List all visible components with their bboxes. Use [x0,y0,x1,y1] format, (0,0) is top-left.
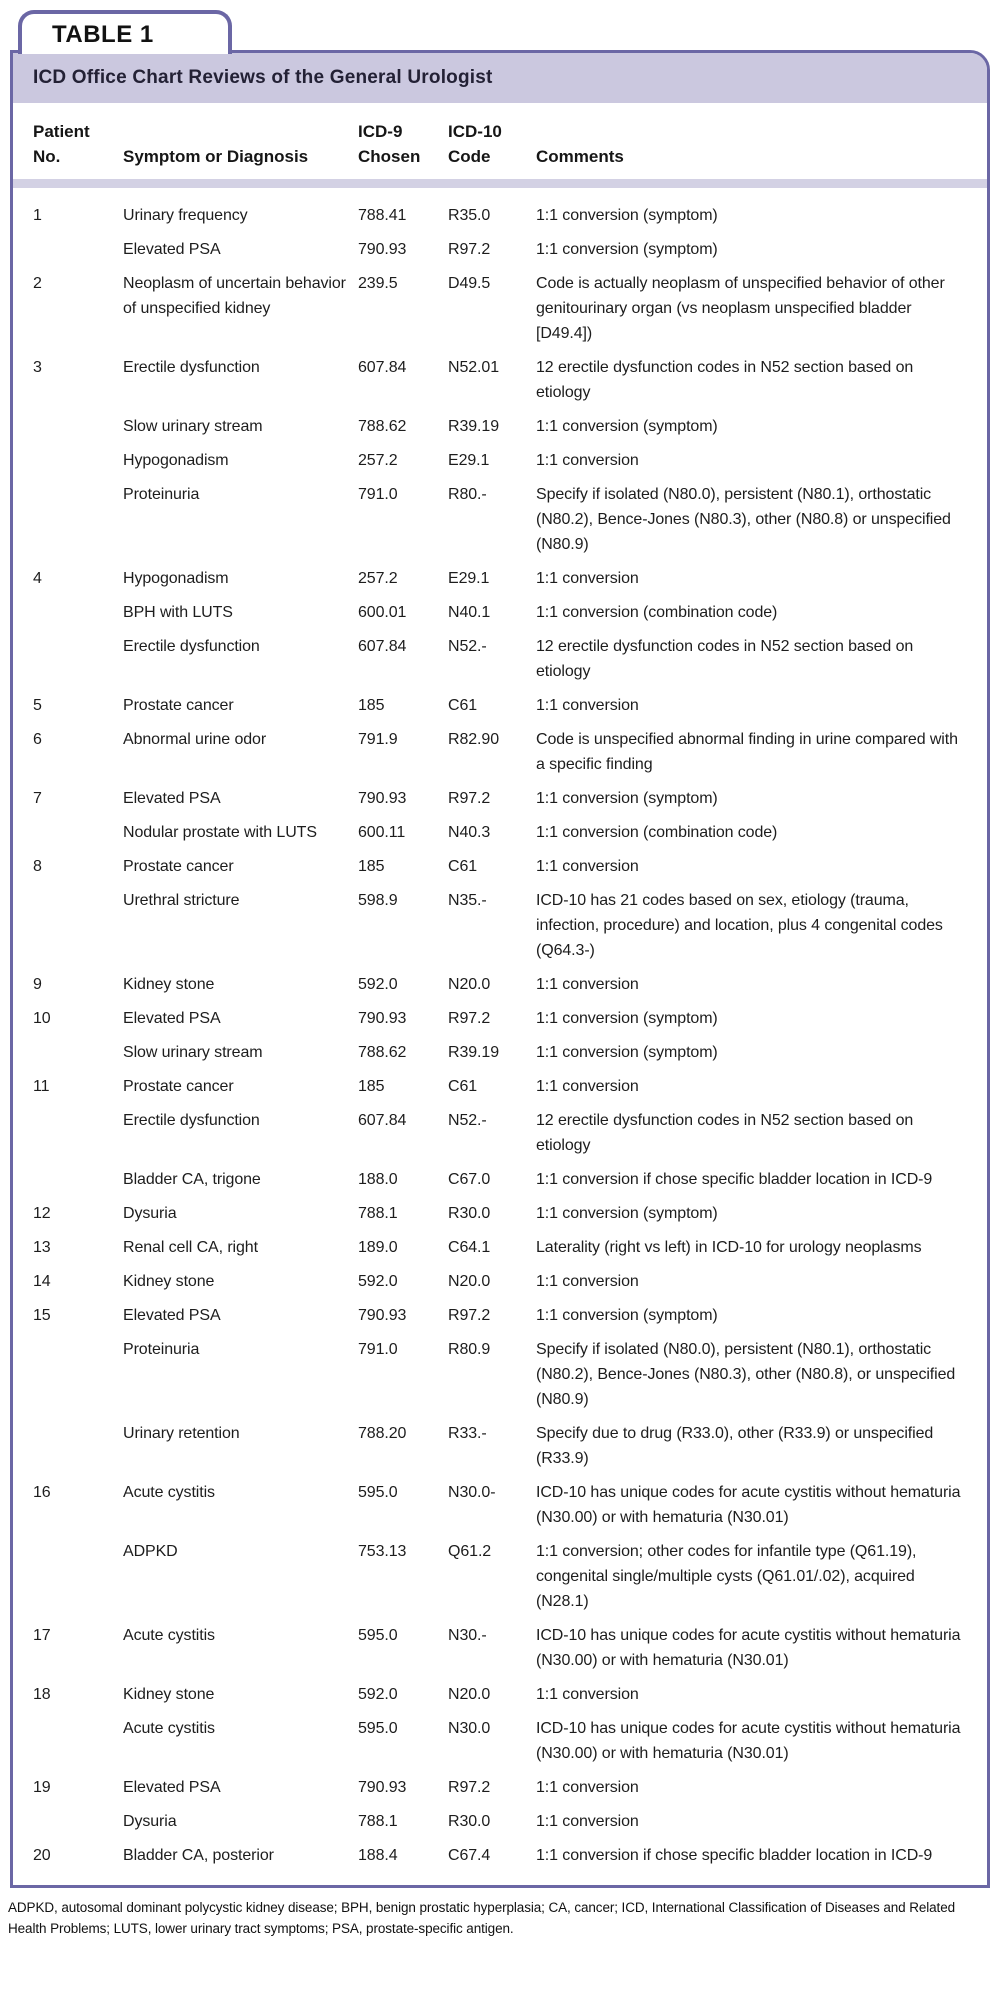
icd9-chosen-cell: 257.2 [358,570,398,587]
symptom-or-diagnosis-cell: Proteinuria [123,1341,200,1358]
comments-cell: ICD-10 has unique codes for acute cystitis without hematuria (N30.00) or with hematuria (N30.01) [536,1720,961,1762]
icd10-code-cell: N20.0 [448,1686,491,1703]
header-separator-strip [13,179,987,188]
icd9-chosen-cell: 788.62 [358,418,407,435]
comments-cell: 1:1 conversion if chose specific bladder location in ICD-9 [536,1171,933,1188]
comments-cell: 1:1 conversion (symptom) [536,790,718,807]
symptom-or-diagnosis-cell: Proteinuria [123,486,200,503]
comments-cell: Code is unspecified abnormal finding in urine compared with a specific finding [536,731,958,773]
table-row [13,1716,987,1766]
table-row [13,1775,987,1800]
icd9-chosen-cell: 790.93 [358,790,407,807]
symptom-or-diagnosis-cell: Erectile dysfunction [123,359,260,376]
patient-number-cell: 5 [33,697,42,714]
icd9-chosen-cell: 790.93 [358,1307,407,1324]
symptom-or-diagnosis-cell: Prostate cancer [123,697,234,714]
patient-number-cell [33,634,123,684]
patient-number-cell: 16 [33,1484,51,1501]
icd9-chosen-cell: 791.0 [358,486,398,503]
comments-cell: 1:1 conversion [536,1273,639,1290]
table-row [13,482,987,557]
icd10-code-cell: R97.2 [448,790,491,807]
table-row [13,1040,987,1065]
symptom-or-diagnosis-cell: Abnormal urine odor [123,731,267,748]
patient-number-cell: 15 [33,1307,51,1324]
symptom-or-diagnosis-cell: Renal cell CA, right [123,1239,258,1256]
symptom-or-diagnosis-cell: Urinary retention [123,1425,240,1442]
patient-number-cell [33,1809,123,1834]
comments-cell: Specify if isolated (N80.0), persistent (N80.1), orthostatic (N80.2), Bence-Jones (N80.3), other (N80.8) or unspecified (N80.9) [536,486,951,553]
icd10-code-cell: R97.2 [448,241,491,258]
comments-cell: 1:1 conversion [536,976,639,993]
comments-cell: 1:1 conversion [536,1078,639,1095]
comments-cell: 1:1 conversion if chose specific bladder location in ICD-9 [536,1847,933,1864]
comments-cell: Code is actually neoplasm of unspecified behavior of other genitourinary organ (vs neoplasm unspecified bladder [D49.4]) [536,275,945,342]
patient-number-cell: 11 [33,1078,50,1095]
symptom-or-diagnosis-cell: Slow urinary stream [123,1044,263,1061]
icd10-code-cell: N40.3 [448,824,491,841]
symptom-or-diagnosis-cell: Acute cystitis [123,1720,215,1737]
patient-number-cell: 7 [33,790,42,807]
symptom-or-diagnosis-cell: Hypogonadism [123,452,229,469]
table-title-bar [13,53,987,103]
icd9-chosen-cell: 788.1 [358,1205,398,1222]
table-row [13,1843,987,1868]
table-row [13,1074,987,1099]
patient-number-cell [33,1421,123,1471]
symptom-or-diagnosis-cell: Prostate cancer [123,1078,234,1095]
icd10-code-cell: E29.1 [448,452,490,469]
patient-number-cell: 18 [33,1686,51,1703]
header-icd9-chosen [358,119,448,169]
symptom-or-diagnosis-cell: ADPKD [123,1543,178,1560]
icd9-chosen-cell: 788.1 [358,1813,398,1830]
symptom-or-diagnosis-cell: Kidney stone [123,976,215,993]
comments-cell: 1:1 conversion [536,452,639,469]
header-icd10-line2: Code [448,147,491,166]
table-number-tab [18,10,232,54]
table-row [13,355,987,405]
table-footnote: ADPKD, autosomal dominant polycystic kidney disease; BPH, benign prostatic hyperplasia; CA, cancer; ICD, International Classification of Diseases and Related Health Problems; LUTS, lower urinary tract symptoms; PSA, prostate-specific antigen. [8,1900,956,1936]
patient-number-cell: 8 [33,858,42,875]
symptom-or-diagnosis-cell: Urethral stricture [123,892,240,909]
patient-number-cell [33,1337,123,1412]
table-row [13,1201,987,1226]
icd9-chosen-cell: 185 [358,1078,385,1095]
symptom-or-diagnosis-cell: Bladder CA, trigone [123,1171,261,1188]
table-row [13,786,987,811]
header-icd9-line2: Chosen [358,147,421,166]
patient-number-cell: 19 [33,1779,51,1796]
patient-number-cell [33,888,123,963]
icd9-chosen-cell: 790.93 [358,1010,407,1027]
patient-number-cell [33,1716,123,1766]
comments-cell: 1:1 conversion (symptom) [536,1010,718,1027]
comments-cell: Specify if isolated (N80.0), persistent (N80.1), orthostatic (N80.2), Bence-Jones (N80.3), other (N80.8), or unspecified (N80.9) [536,1341,956,1408]
table-body [13,188,987,1885]
icd9-chosen-cell: 598.9 [358,892,398,909]
symptom-or-diagnosis-cell: Dysuria [123,1813,177,1830]
table-row [13,237,987,262]
header-comments-label: Comments [536,147,624,166]
symptom-or-diagnosis-cell: Erectile dysfunction [123,638,260,655]
comments-cell: 1:1 conversion [536,570,639,587]
comments-cell: 1:1 conversion (symptom) [536,207,718,224]
icd10-code-cell: N40.1 [448,604,491,621]
icd9-chosen-cell: 595.0 [358,1627,398,1644]
icd9-chosen-cell: 188.0 [358,1171,398,1188]
table-row [13,1269,987,1294]
patient-number-cell: 12 [33,1205,51,1222]
patient-number-cell: 6 [33,731,42,748]
patient-number-cell: 3 [33,359,42,376]
symptom-or-diagnosis-cell: Elevated PSA [123,241,221,258]
icd10-code-cell: C64.1 [448,1239,491,1256]
icd9-chosen-cell: 790.93 [358,241,407,258]
symptom-or-diagnosis-cell: Kidney stone [123,1273,215,1290]
symptom-or-diagnosis-cell: Erectile dysfunction [123,1112,260,1129]
symptom-or-diagnosis-cell: Elevated PSA [123,1307,221,1324]
table-title: ICD Office Chart Reviews of the General Urologist [33,67,493,88]
patient-number-cell [33,1108,123,1158]
comments-cell: 12 erectile dysfunction codes in N52 section based on etiology [536,359,914,401]
comments-cell: Specify due to drug (R33.0), other (R33.9) or unspecified (R33.9) [536,1425,934,1467]
header-patient-no [33,119,123,169]
icd10-code-cell: R80.9 [448,1341,491,1358]
icd9-chosen-cell: 185 [358,697,385,714]
symptom-or-diagnosis-cell: Prostate cancer [123,858,234,875]
patient-number-cell: 9 [33,976,42,993]
table-row [13,972,987,997]
icd9-chosen-cell: 595.0 [358,1484,398,1501]
comments-cell: 1:1 conversion (combination code) [536,824,778,841]
symptom-or-diagnosis-cell: Slow urinary stream [123,418,263,435]
icd9-chosen-cell: 607.84 [358,359,407,376]
table-row [13,1809,987,1834]
icd9-chosen-cell: 592.0 [358,1686,398,1703]
icd10-code-cell: N52.- [448,1112,487,1129]
patient-number-cell [33,820,123,845]
patient-number-cell [33,482,123,557]
header-comments [536,144,969,169]
comments-cell: ICD-10 has 21 codes based on sex, etiology (trauma, infection, procedure) and location, plus 4 congenital codes (Q64.3-) [536,892,943,959]
table-row [13,634,987,684]
header-symptom-label: Symptom or Diagnosis [123,147,309,166]
patient-number-cell: 10 [33,1010,51,1027]
table-row [13,1480,987,1530]
comments-cell: 1:1 conversion (symptom) [536,1044,718,1061]
table-number-label: TABLE 1 [52,21,154,48]
icd10-code-cell: N30.0- [448,1484,496,1501]
symptom-or-diagnosis-cell: Nodular prostate with LUTS [123,824,317,841]
table-row [13,1623,987,1673]
symptom-or-diagnosis-cell: Urinary frequency [123,207,248,224]
patient-number-cell: 20 [33,1847,51,1864]
table-row [13,1539,987,1614]
icd9-chosen-cell: 791.0 [358,1341,398,1358]
table-row [13,203,987,228]
table-row [13,820,987,845]
comments-cell: 12 erectile dysfunction codes in N52 section based on etiology [536,638,914,680]
icd10-code-cell: C67.4 [448,1847,491,1864]
icd10-code-cell: D49.5 [448,275,491,292]
header-icd10-code [448,119,536,169]
comments-cell: ICD-10 has unique codes for acute cystitis without hematuria (N30.00) or with hematuria (N30.01) [536,1627,961,1669]
icd9-chosen-cell: 592.0 [358,1273,398,1290]
symptom-or-diagnosis-cell: Elevated PSA [123,790,221,807]
icd10-code-cell: N20.0 [448,1273,491,1290]
comments-cell: 1:1 conversion (symptom) [536,1205,718,1222]
patient-number-cell: 1 [33,207,42,224]
comments-cell: 1:1 conversion [536,697,639,714]
table-row [13,1682,987,1707]
icd10-code-cell: N35.- [448,892,487,909]
table-row [13,566,987,591]
icd10-code-cell: N52.- [448,638,487,655]
icd9-chosen-cell: 790.93 [358,1779,407,1796]
icd9-chosen-cell: 239.5 [358,275,398,292]
icd10-code-cell: N30.- [448,1627,487,1644]
table-row [13,448,987,473]
patient-number-cell: 2 [33,275,42,292]
icd9-chosen-cell: 607.84 [358,1112,407,1129]
comments-cell: 1:1 conversion; other codes for infantile type (Q61.19), congenital single/multiple cysts (Q61.01/.02), acquired (N28.1) [536,1543,917,1610]
symptom-or-diagnosis-cell: Bladder CA, posterior [123,1847,274,1864]
symptom-or-diagnosis-cell: Acute cystitis [123,1627,215,1644]
table-row [13,1108,987,1158]
icd10-code-cell: Q61.2 [448,1543,492,1560]
header-icd10-line1: ICD-10 [448,122,502,141]
table-row [13,1337,987,1412]
icd9-chosen-cell: 753.13 [358,1543,407,1560]
icd9-chosen-cell: 788.62 [358,1044,407,1061]
icd10-code-cell: R30.0 [448,1813,491,1830]
table-row [13,414,987,439]
comments-cell: Laterality (right vs left) in ICD-10 for urology neoplasms [536,1239,922,1256]
icd10-code-cell: C61 [448,858,478,875]
icd10-code-cell: R97.2 [448,1010,491,1027]
comments-cell: 1:1 conversion (symptom) [536,241,718,258]
icd10-code-cell: N52.01 [448,359,499,376]
icd10-code-cell: C67.0 [448,1171,491,1188]
table-row [13,1421,987,1471]
comments-cell: 1:1 conversion (combination code) [536,604,778,621]
table-row [13,1167,987,1192]
icd10-code-cell: R97.2 [448,1779,491,1796]
table-row [13,888,987,963]
patient-number-cell [33,600,123,625]
icd9-chosen-cell: 788.41 [358,207,407,224]
icd9-chosen-cell: 257.2 [358,452,398,469]
icd10-code-cell: R30.0 [448,1205,491,1222]
patient-number-cell: 4 [33,570,42,587]
table-row [13,1006,987,1031]
table-row [13,1303,987,1328]
icd10-code-cell: E29.1 [448,570,490,587]
patient-number-cell [33,1539,123,1614]
header-symptom-or-diagnosis [123,144,358,169]
icd9-chosen-cell: 788.20 [358,1425,407,1442]
icd10-code-cell: R82.90 [448,731,499,748]
icd10-code-cell: R97.2 [448,1307,491,1324]
table-row [13,727,987,777]
icd9-chosen-cell: 600.11 [358,824,406,841]
comments-cell: 1:1 conversion [536,1686,639,1703]
icd9-chosen-cell: 592.0 [358,976,398,993]
icd10-code-cell: N20.0 [448,976,491,993]
patient-number-cell [33,1040,123,1065]
table-row [13,271,987,346]
patient-number-cell: 14 [33,1273,51,1290]
symptom-or-diagnosis-cell: Elevated PSA [123,1010,221,1027]
symptom-or-diagnosis-cell: Acute cystitis [123,1484,215,1501]
patient-number-cell: 13 [33,1239,51,1256]
header-patient-line1: Patient [33,122,90,141]
symptom-or-diagnosis-cell: Hypogonadism [123,570,229,587]
comments-cell: 1:1 conversion [536,1813,639,1830]
table-row [13,693,987,718]
icd9-chosen-cell: 188.4 [358,1847,398,1864]
icd10-code-cell: C61 [448,697,478,714]
header-patient-line2: No. [33,147,61,166]
table-row [13,600,987,625]
table-row [13,854,987,879]
comments-cell: 12 erectile dysfunction codes in N52 section based on etiology [536,1112,914,1154]
icd10-code-cell: R33.- [448,1425,487,1442]
icd9-chosen-cell: 791.9 [358,731,398,748]
table-row [13,1235,987,1260]
icd10-code-cell: C61 [448,1078,478,1095]
comments-cell: 1:1 conversion (symptom) [536,418,718,435]
icd10-code-cell: R35.0 [448,207,491,224]
icd9-chosen-cell: 189.0 [358,1239,398,1256]
icd9-chosen-cell: 607.84 [358,638,407,655]
icd10-code-cell: N30.0 [448,1720,491,1737]
icd10-code-cell: R80.- [448,486,487,503]
patient-number-cell: 17 [33,1627,51,1644]
symptom-or-diagnosis-cell: Kidney stone [123,1686,215,1703]
table-box [10,50,990,1888]
header-icd9-line1: ICD-9 [358,122,403,141]
icd9-chosen-cell: 600.01 [358,604,407,621]
comments-cell: 1:1 conversion (symptom) [536,1307,718,1324]
icd9-chosen-cell: 595.0 [358,1720,398,1737]
symptom-or-diagnosis-cell: BPH with LUTS [123,604,233,621]
patient-number-cell [33,1167,123,1192]
comments-cell: 1:1 conversion [536,1779,639,1796]
icd10-code-cell: R39.19 [448,1044,499,1061]
icd9-chosen-cell: 185 [358,858,385,875]
symptom-or-diagnosis-cell: Neoplasm of uncertain behavior of unspecified kidney [123,275,346,317]
icd10-code-cell: R39.19 [448,418,499,435]
comments-cell: ICD-10 has unique codes for acute cystitis without hematuria (N30.00) or with hematuria (N30.01) [536,1484,961,1526]
patient-number-cell [33,448,123,473]
patient-number-cell [33,414,123,439]
comments-cell: 1:1 conversion [536,858,639,875]
table-header-row [13,103,987,179]
patient-number-cell [33,237,123,262]
symptom-or-diagnosis-cell: Dysuria [123,1205,177,1222]
symptom-or-diagnosis-cell: Elevated PSA [123,1779,221,1796]
